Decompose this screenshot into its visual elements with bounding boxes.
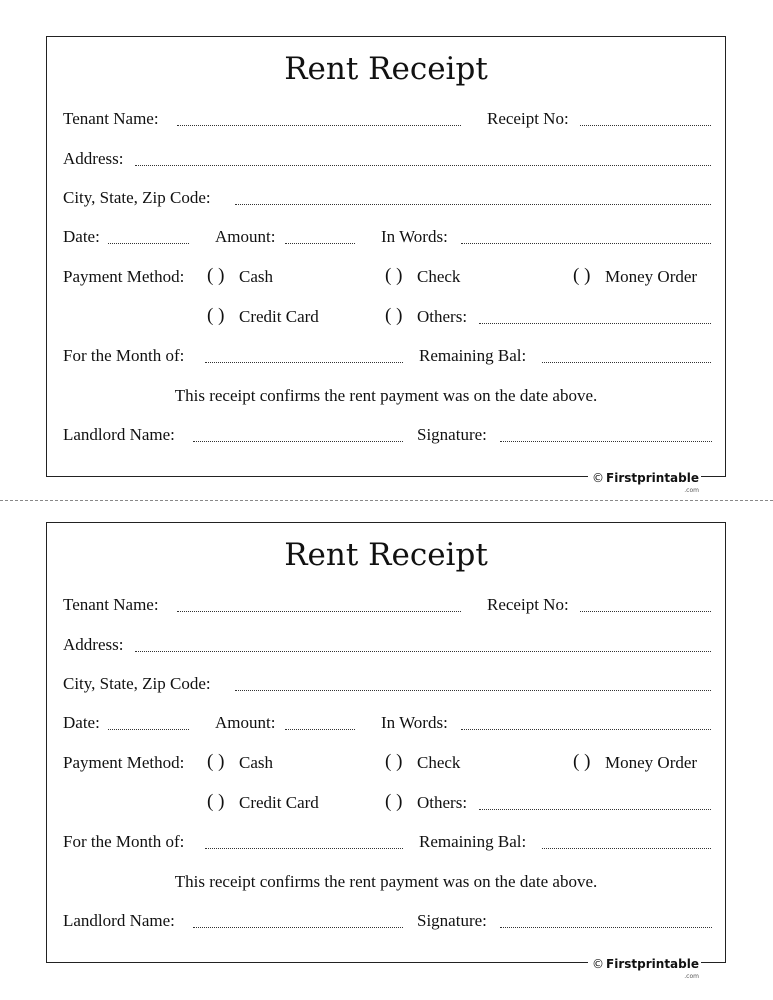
payment-method-label: Payment Method: bbox=[63, 753, 185, 772]
for-month-label: For the Month of: bbox=[63, 346, 185, 365]
remaining-bal-field[interactable] bbox=[542, 848, 711, 849]
rent-receipt-bottom bbox=[46, 522, 726, 980]
in-words-label: In Words: bbox=[381, 713, 448, 732]
money-order-option-label: Money Order bbox=[605, 753, 698, 772]
others-field[interactable] bbox=[479, 809, 711, 810]
for-month-label: For the Month of: bbox=[63, 832, 185, 851]
check-checkbox[interactable]: ( ) bbox=[385, 265, 403, 286]
amount-field[interactable] bbox=[285, 243, 355, 244]
copyright-icon: © bbox=[592, 957, 605, 971]
payment-method-label: Payment Method: bbox=[63, 267, 185, 286]
money-order-option-label: Money Order bbox=[605, 267, 698, 286]
receipt-no-label: Receipt No: bbox=[487, 109, 569, 128]
money-order-checkbox[interactable]: ( ) bbox=[573, 751, 591, 772]
credit-card-checkbox[interactable]: ( ) bbox=[207, 305, 225, 326]
receipt-no-field[interactable] bbox=[580, 611, 711, 612]
signature-label: Signature: bbox=[417, 911, 487, 930]
signature-field[interactable] bbox=[500, 441, 712, 442]
address-label: Address: bbox=[63, 149, 124, 168]
tenant-name-label: Tenant Name: bbox=[63, 595, 159, 614]
others-checkbox[interactable]: ( ) bbox=[385, 305, 403, 326]
date-label: Date: bbox=[63, 713, 100, 732]
city-state-zip-label: City, State, Zip Code: bbox=[63, 188, 211, 207]
credit-card-checkbox[interactable]: ( ) bbox=[207, 791, 225, 812]
brand-domain: .com bbox=[684, 487, 699, 494]
cash-checkbox[interactable]: ( ) bbox=[207, 265, 225, 286]
amount-label: Amount: bbox=[215, 713, 276, 732]
others-field[interactable] bbox=[479, 323, 711, 324]
brand-logo bbox=[588, 957, 701, 980]
city-state-zip-field[interactable] bbox=[235, 204, 711, 205]
city-state-zip-label: City, State, Zip Code: bbox=[63, 674, 211, 693]
check-checkbox[interactable]: ( ) bbox=[385, 751, 403, 772]
signature-label: Signature: bbox=[417, 425, 487, 444]
tenant-name-field[interactable] bbox=[177, 125, 461, 126]
landlord-name-field[interactable] bbox=[193, 927, 403, 928]
rent-receipt-top bbox=[46, 36, 726, 494]
others-option-label: Others: bbox=[417, 307, 468, 326]
receipt-title: Rent Receipt bbox=[284, 537, 488, 573]
others-checkbox[interactable]: ( ) bbox=[385, 791, 403, 812]
credit-card-option-label: Credit Card bbox=[239, 793, 319, 812]
confirmation-text: This receipt confirms the rent payment was on the date above. bbox=[174, 872, 598, 891]
date-field[interactable] bbox=[108, 729, 189, 730]
for-month-field[interactable] bbox=[205, 848, 403, 849]
receipt-no-label: Receipt No: bbox=[487, 595, 569, 614]
remaining-bal-label: Remaining Bal: bbox=[419, 832, 527, 851]
for-month-field[interactable] bbox=[205, 362, 403, 363]
brand-name: Firstprintable bbox=[606, 471, 699, 485]
date-label: Date: bbox=[63, 227, 100, 246]
address-field[interactable] bbox=[135, 651, 711, 652]
brand-logo bbox=[588, 471, 701, 494]
amount-field[interactable] bbox=[285, 729, 355, 730]
amount-label: Amount: bbox=[215, 227, 276, 246]
city-state-zip-field[interactable] bbox=[235, 690, 711, 691]
in-words-field[interactable] bbox=[461, 243, 711, 244]
check-option-label: Check bbox=[417, 753, 461, 772]
cash-option-label: Cash bbox=[239, 267, 273, 286]
tenant-name-label: Tenant Name: bbox=[63, 109, 159, 128]
signature-field[interactable] bbox=[500, 927, 712, 928]
receipt-title: Rent Receipt bbox=[284, 51, 488, 87]
address-field[interactable] bbox=[135, 165, 711, 166]
landlord-name-field[interactable] bbox=[193, 441, 403, 442]
landlord-name-label: Landlord Name: bbox=[63, 425, 175, 444]
remaining-bal-field[interactable] bbox=[542, 362, 711, 363]
in-words-label: In Words: bbox=[381, 227, 448, 246]
tenant-name-field[interactable] bbox=[177, 611, 461, 612]
brand-domain: .com bbox=[684, 973, 699, 980]
in-words-field[interactable] bbox=[461, 729, 711, 730]
remaining-bal-label: Remaining Bal: bbox=[419, 346, 527, 365]
cash-option-label: Cash bbox=[239, 753, 273, 772]
money-order-checkbox[interactable]: ( ) bbox=[573, 265, 591, 286]
brand-name: Firstprintable bbox=[606, 957, 699, 971]
landlord-name-label: Landlord Name: bbox=[63, 911, 175, 930]
cut-line-divider bbox=[0, 500, 773, 501]
check-option-label: Check bbox=[417, 267, 461, 286]
credit-card-option-label: Credit Card bbox=[239, 307, 319, 326]
date-field[interactable] bbox=[108, 243, 189, 244]
copyright-icon: © bbox=[592, 471, 605, 485]
cash-checkbox[interactable]: ( ) bbox=[207, 751, 225, 772]
address-label: Address: bbox=[63, 635, 124, 654]
confirmation-text: This receipt confirms the rent payment was on the date above. bbox=[174, 386, 598, 405]
receipt-no-field[interactable] bbox=[580, 125, 711, 126]
others-option-label: Others: bbox=[417, 793, 468, 812]
